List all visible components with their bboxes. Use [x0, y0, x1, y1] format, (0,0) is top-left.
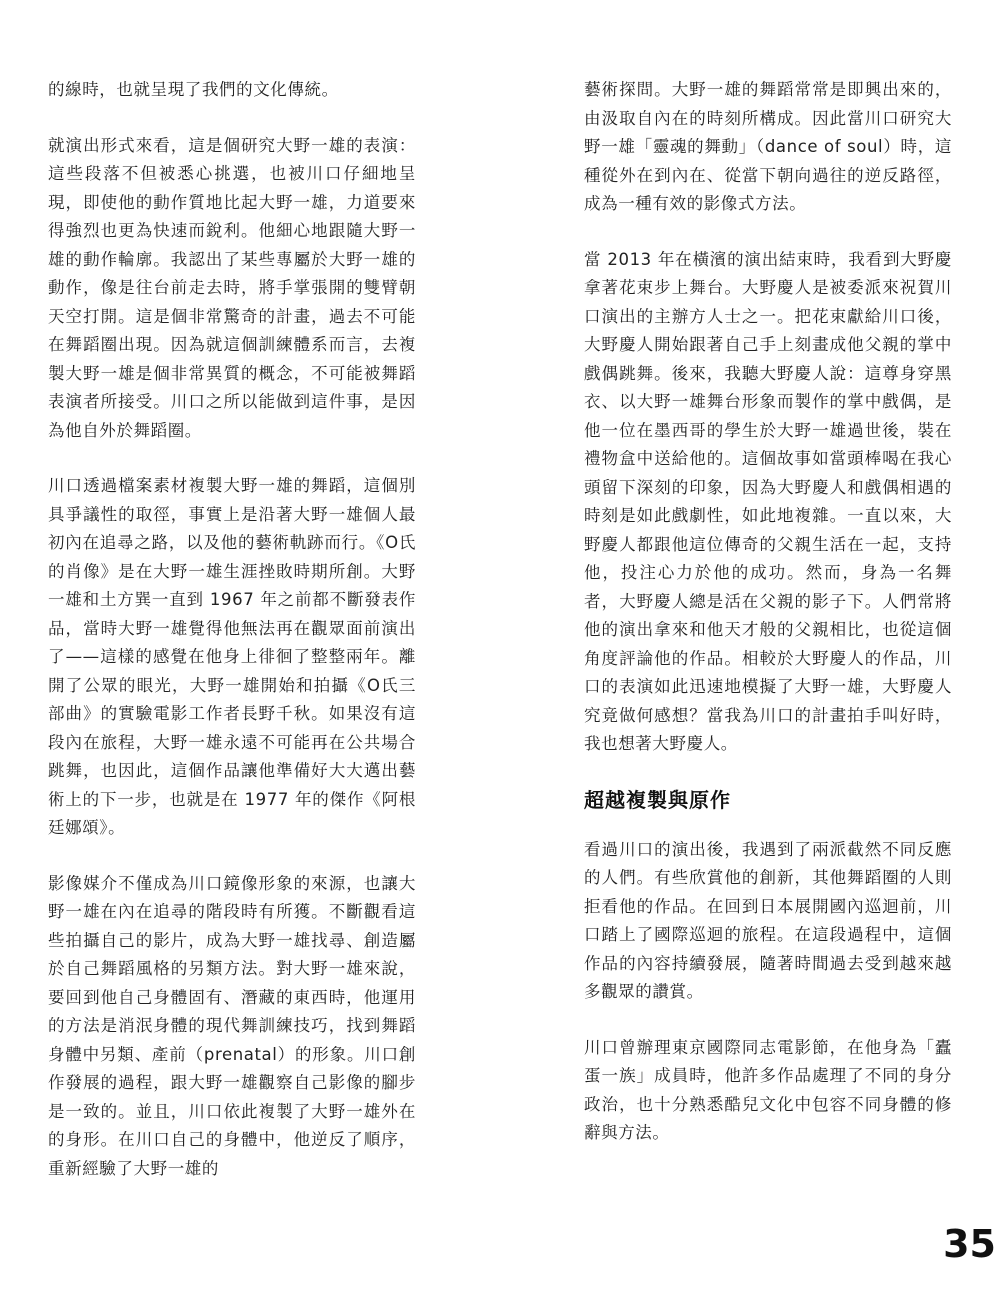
- paragraph: 影像媒介不僅成為川口鏡像形象的來源，也讓大野一雄在內在追尋的階段時有所獲。不斷觀看這些拍攝自己的影片，成為大野一雄找尋、創造屬於自己舞蹈風格的另類方法。對大野一雄來說，要回到他自己身體固有、潛藏的東西時，他運用的方法是消泯身體的現代舞訓練技巧，找到舞蹈身體中另類、產前（prenatal）的形象。川口創作發展的過程，跟大野一雄觀察自己影像的腳步是一致的。並且，川口依此複製了大野一雄外在的身形。在川口自己的身體中，他逆反了順序，重新經驗了大野一雄的: [48, 873, 416, 1178]
- paragraph: 看過川口的演出後，我遇到了兩派截然不同反應的人們。有些欣賞他的創新，其他舞蹈圈的人則拒看他的作品。在回到日本展開國內巡迴前，川口踏上了國際巡迴的旅程。在這段過程中，這個作品的內容持續發展，隨著時間過去受到越來越多觀眾的讚賞。: [584, 839, 952, 1001]
- left-column: [48, 76, 416, 1210]
- paragraph: 當 2013 年在橫濱的演出結束時，我看到大野慶拿著花束步上舞台。大野慶人是被委派來祝賀川口演出的主辦方人士之一。把花束獻給川口後，大野慶人開始跟著自己手上刻畫成他父親的掌中戲偶跳舞。後來，我聽大野慶人說：這尊身穿黑衣、以大野一雄舞台形象而製作的掌中戲偶，是他一位在墨西哥的學生於大野一雄過世後，裝在禮物盒中送給他的。這個故事如當頭棒喝在我心頭留下深刻的印象，因為大野慶人和戲偶相遇的時刻是如此戲劇性，如此地複雜。一直以來，大野慶人都跟他這位傳奇的父親生活在一起，支持他，投注心力於他的成功。然而，身為一名舞者，大野慶人總是活在父親的影子下。人們常將他的演出拿來和他天才般的父親相比，也從這個角度評論他的作品。相較於大野慶人的作品，川口的表演如此迅速地模擬了大野一雄，大野慶人究竟做何感想？當我為川口的計畫拍手叫好時，我也想著大野慶人。: [584, 249, 952, 753]
- paragraph: 川口曾辦理東京國際同志電影節，在他身為「蠹蛋一族」成員時，他許多作品處理了不同的身分政治，也十分熟悉酷兒文化中包容不同身體的修辭與方法。: [584, 1037, 952, 1142]
- paragraph: 的線時，也就呈現了我們的文化傳統。: [48, 80, 339, 99]
- page-number: 35: [943, 1222, 996, 1266]
- section-heading: 超越複製與原作: [584, 787, 731, 812]
- paragraph: 藝術探問。大野一雄的舞蹈常常是即興出來的，由汲取自內在的時刻所構成。因此當川口研究大野一雄「靈魂的舞動」（dance of soul）時，這種從外在到內在、從當下朝向過往的逆反路徑，成為一種有效的影像式方法。: [584, 80, 952, 213]
- paragraph: 就演出形式來看，這是個研究大野一雄的表演：這些段落不但被悉心挑選，也被川口仔細地呈現，即使他的動作質地比起大野一雄，力道要來得強烈也更為快速而銳利。他細心地跟隨大野一雄的動作輪廓。我認出了某些專屬於大野一雄的動作，像是往台前走去時，將手掌張開的雙臂朝天空打開。這是個非常驚奇的計畫，過去不可能在舞蹈圈出現。因為就這個訓練體系而言，去複製大野一雄是個非常異質的概念，不可能被舞蹈表演者所接受。川口之所以能做到這件事，是因為他自外於舞蹈圈。: [48, 135, 416, 440]
- right-column: [584, 76, 952, 1175]
- paragraph: 川口透過檔案素材複製大野一雄的舞蹈，這個別具爭議性的取徑，事實上是沿著大野一雄個人最初內在追尋之路，以及他的藝術軌跡而行。《O氏的肖像》是在大野一雄生涯挫敗時期所創。大野一雄和土方巽一直到 1967 年之前都不斷發表作品，當時大野一雄覺得他無法再在觀眾面前演出了——這樣的感覺在他身上徘徊了整整兩年。離開了公眾的眼光，大野一雄開始和拍攝《O氏三部曲》的實驗電影工作者長野千秋。如果沒有這段內在旅程，大野一雄永遠不可能再在公共場合跳舞，也因此，這個作品讓他準備好大大邁出藝術上的下一步，也就是在 1977 年的傑作《阿根廷娜頌》。: [48, 476, 416, 837]
